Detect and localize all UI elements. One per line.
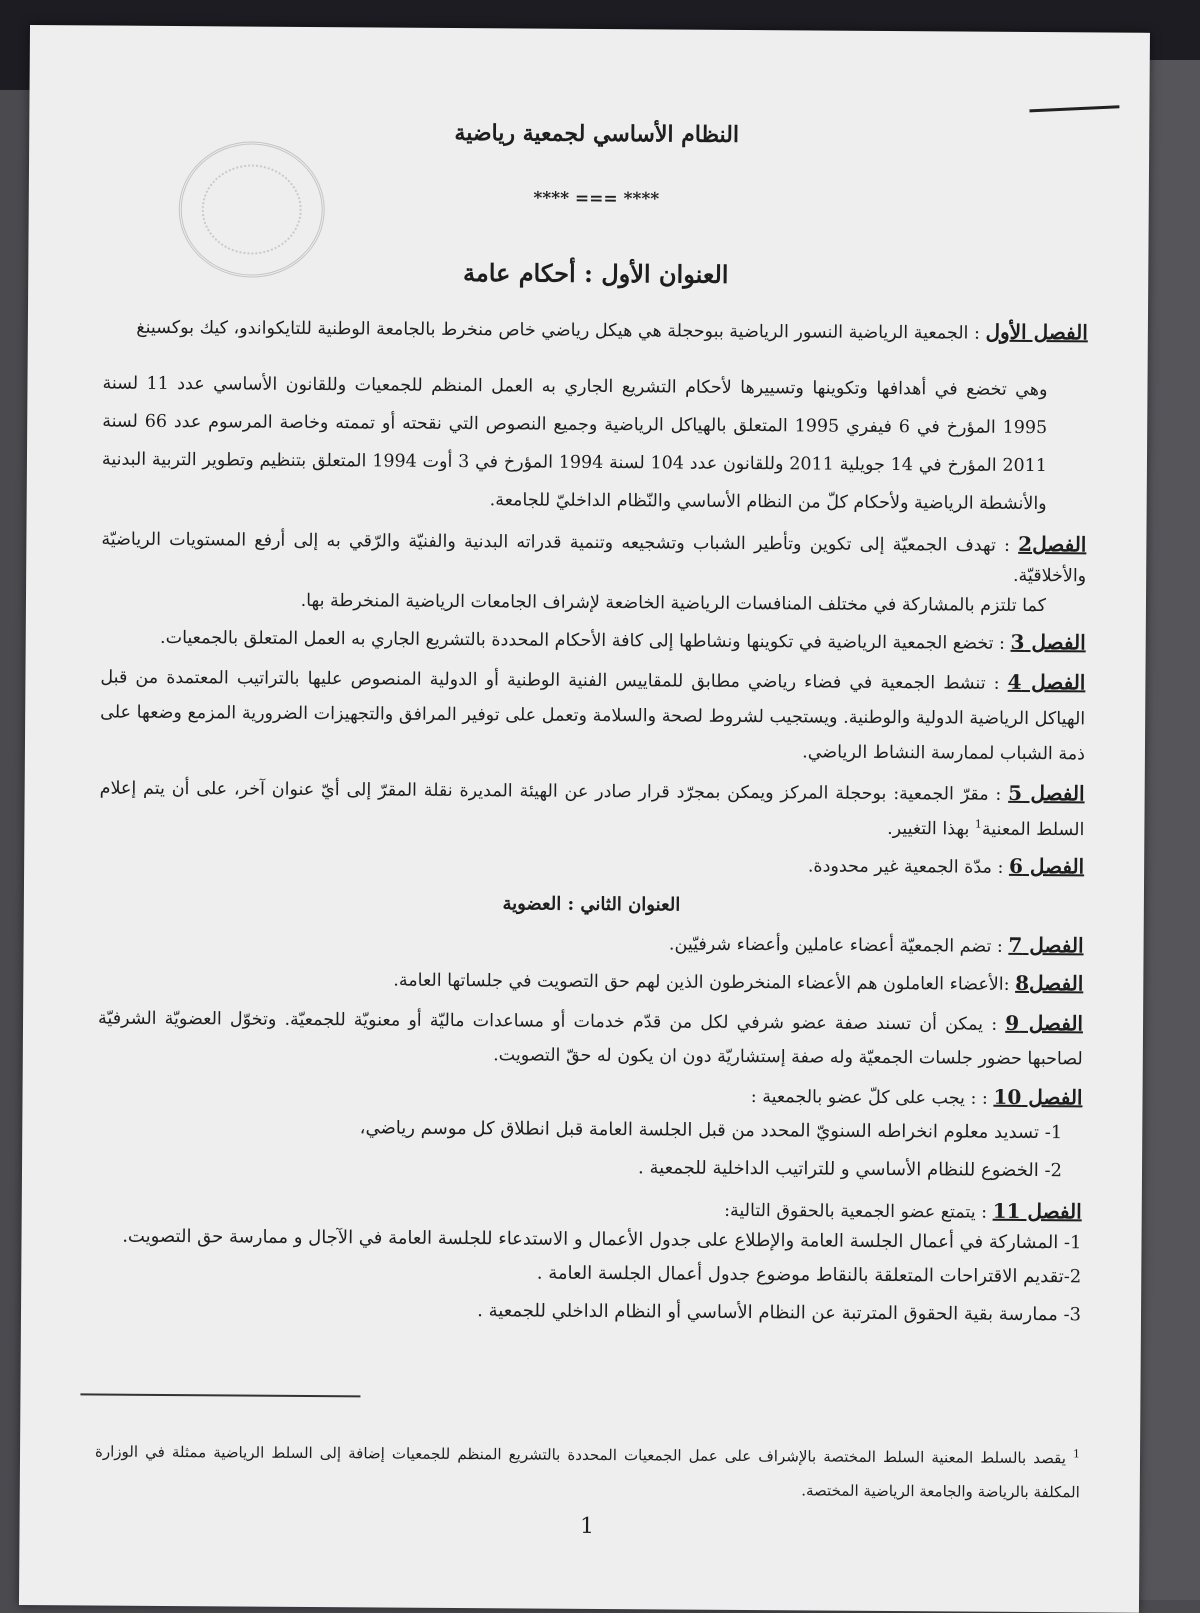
article-7-label: الفصل 7	[1008, 932, 1084, 958]
article-4-label: الفصل 4	[1007, 669, 1086, 695]
part-two-title: العنوان الثاني : العضوية	[502, 893, 681, 916]
article-6	[99, 844, 1084, 883]
article-4-text: : تنشط الجمعية في فضاء رياضي مطابق للمقاييس الفنية الوطنية أو الدولية المنصوص عليها بالتراتيب المعتمدة من قبل الهياكل الرياضية الدولية والوطنية. ويستجيب لشروط لصحة والسلامة وتعمل على توفير المرافق والتجهيزات الضرورية المزمع وضعها على ذمة الشباب لممارسة النشاط الرياضي.	[100, 667, 1086, 765]
footnote-text: يقصد بالسلط المعنية السلط المختصة بالإشراف على عمل الجمعيات المحددة بالتشريع المنظم للجمعيات إضافة إلى السلط الرياضية ممثلة في الوزارة المكلفة بالرياضة والجامعة الرياضية المختصة.	[94, 1442, 1080, 1502]
article-10-item-1: 1- تسديد معلوم انخراطه السنويّ المحدد من قبل الجلسة العامة قبل انطلاق كل موسم رياضي،	[359, 1117, 1063, 1144]
part-one-title: العنوان الأول : أحكام عامة	[462, 258, 729, 289]
footnote	[95, 1430, 1080, 1509]
article-9-text: : يمكن أن تسند صفة عضو شرفي لكل من قدّم خدمات أو مساعدات ماليّة أو معنويّة للجمعيّة. وتخوّل العضويّة الشرفيّة لصاحبها حضور جلسات الجمعيّة وله صفة إستشاريّة دون ان يكون له حقّ التصويت.	[97, 1008, 1083, 1070]
footnote-ref: 1	[974, 817, 983, 831]
page-number: 1	[579, 1513, 595, 1539]
article-11-item-1: 1- المشاركة في أعمال الجلسة العامة والإطلاع على جدول الأعمال و الاستدعاء للجلسة العامة في الآجال و ممارسة حق التصويت.	[122, 1225, 1082, 1254]
article-8	[98, 961, 1083, 1000]
article-1	[103, 311, 1088, 350]
article-7	[99, 923, 1084, 962]
article-1-label: الفصل الأول	[985, 319, 1088, 345]
article-2-text: : تهدف الجمعيّة إلى تكوين وتأطير الشباب وتشجيعه وتنمية قدراته البدنية والفنيّة والرّقي به إلى أرفع المستويات الرياضيّة والأخلاقيّة.	[101, 529, 1087, 587]
article-9	[98, 999, 1083, 1076]
article-9-label: الفصل 9	[1005, 1010, 1084, 1036]
footnote-number: 1	[1073, 1447, 1081, 1461]
article-11-label: الفصل 11	[992, 1198, 1082, 1224]
article-2-paragraph-2: كما تلتزم بالمشاركة في مختلف المنافسات الرياضية الخاضعة لإشراف الجامعات الرياضية المنخرطة بها.	[300, 590, 1047, 617]
title-separator: **** === ****	[533, 188, 660, 210]
document-body	[94, 26, 1090, 1593]
article-10-label: الفصل 10	[993, 1084, 1083, 1110]
article-5-label: الفصل 5	[1008, 780, 1085, 806]
article-3	[101, 621, 1086, 660]
article-1-text: : الجمعية الرياضية النسور الرياضية ببوحجلة هي هيكل رياضي خاص منخرط بالجامعة الوطنية للتايكواندو، كيك بوكسينغ	[136, 317, 980, 344]
article-2	[101, 523, 1086, 592]
article-8-label: الفصل8	[1015, 970, 1084, 996]
document-title: النظام الأساسي لجمعية رياضية	[454, 119, 740, 148]
footnote-separator	[80, 1393, 360, 1397]
article-11-text: : يتمتع عضو الجمعية بالحقوق التالية:	[724, 1200, 988, 1223]
article-6-text: : مدّة الجمعية غير محدودة.	[807, 856, 1004, 878]
article-7-text: : تضم الجمعيّة أعضاء عاملين وأعضاء شرفيّين.	[668, 934, 1003, 957]
article-3-text: : تخضع الجمعية الرياضية في تكوينها ونشاطها إلى كافة الأحكام المحددة بالتشريع الجاري به العمل المتعلق بالجمعيات.	[159, 627, 1006, 654]
article-6-label: الفصل 6	[1008, 853, 1085, 879]
article-8-text: :الأعضاء العاملون هم الأعضاء المنخرطون الذين لهم حق التصويت في جلساتها العامة.	[393, 970, 1010, 995]
article-10-item-2: 2- الخضوع للنظام الأساسي و للتراتيب الداخلية للجمعية .	[638, 1157, 1063, 1182]
article-1-paragraph-2: وهي تخضع في أهدافها وتكوينها وتسييرها لأحكام التشريع الجاري به العمل المنظم للجمعيات وللقانون الأساسي عدد 11 لسنة 1995 المؤرخ في 6 فيفري 1995 المتعلق بالهياكل الرياضية وجميع النصوص التي نقحته أو تممته وخاصة المرسوم عدد 66 لسنة 2011 المؤرخ في 14 جويلية 2011 وللقانون عدد 104 لسنة 1994 المؤرخ في 3 أوت 1994 المتعلق بتنظيم وتطوير التربية البدنية والأنشطة الرياضية ولأحكام كلّ من النظام الأساسي والنّظام الداخليّ للجامعة.	[101, 373, 1048, 515]
article-5-text: : مقرّ الجمعية: بوحجلة المركز ويمكن بمجرّد قرار صادر عن الهيئة المديرة نقلة المقرّ إلى أيّ عنوان آخر، على أن يتم إعلام السلط المعنية	[99, 778, 1085, 841]
article-5-text-end: بهذا التغيير.	[887, 818, 975, 840]
article-11-item-2: 2-تقديم الاقتراحات المتعلقة بالنقاط موضوع جدول أعمال الجلسة العامة .	[536, 1262, 1082, 1288]
article-5	[99, 772, 1084, 846]
article-11-item-3: 3- ممارسة بقية الحقوق المترتبة عن النظام الأساسي أو النظام الداخلي للجمعية .	[477, 1299, 1082, 1326]
article-2-label: الفصل2	[1018, 531, 1087, 557]
article-3-label: الفصل 3	[1010, 629, 1086, 655]
article-4	[100, 659, 1086, 773]
article-10-text: : : يجب على كلّ عضو بالجمعية :	[750, 1086, 988, 1109]
paper-page	[19, 25, 1150, 1613]
